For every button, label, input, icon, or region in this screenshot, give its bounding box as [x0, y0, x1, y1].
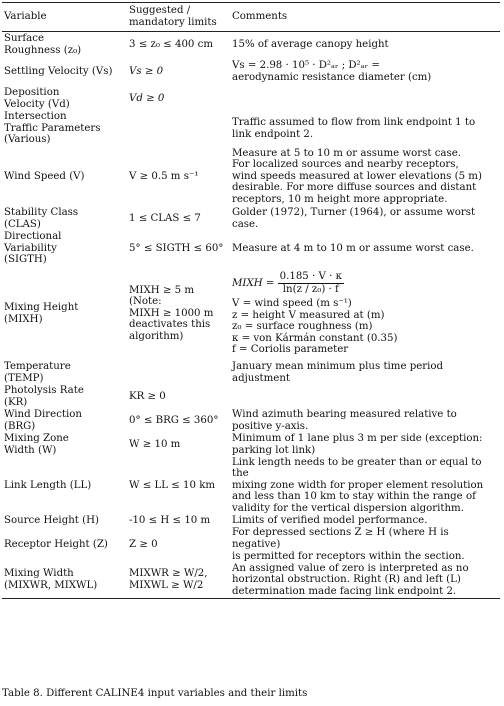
cell-variable: Mixing Height (MIXH) [4, 301, 79, 325]
cell-variable: Wind Direction (BRG) [4, 408, 82, 432]
table-header-row [2, 3, 500, 32]
cell-variable: Photolysis Rate (KR) [4, 384, 84, 408]
formula-lhs: MIXH = [232, 278, 275, 290]
table-caption: Table 8. Different CALINE4 input variables and their limits [2, 688, 308, 699]
table-row [2, 457, 500, 515]
cell-limits: KR ≥ 0 [129, 390, 166, 402]
cell-limits: W ≥ 10 m [129, 438, 181, 450]
cell-variable: Stability Class (CLAS) [4, 206, 79, 230]
cell-comments: Measure at 5 to 10 m or assume worst case. For localized sources and nearby receptors, wind speeds measured at lower elevations (5 m) desirable. For more diffuse sources and distant receptors, 10 m height more appropriate. [232, 147, 482, 205]
table-row [2, 409, 500, 433]
cell-limits: Vd ≥ 0 [129, 92, 165, 104]
cell-variable: Mixing Zone Width (W) [4, 432, 69, 456]
table-row [2, 433, 500, 457]
cell-variable: Temperature (TEMP) [4, 360, 71, 384]
cell-comments: Minimum of 1 lane plus 3 m per side (exception: parking lot link) [232, 432, 483, 456]
cell-comments: Link length needs to be greater than or equal to the mixing zone width for proper element resolution and less than 10 km to stay within the range of validity for the vertical dispersion algorithm. [232, 456, 484, 514]
cell-variable: Deposition Velocity (Vd) [4, 86, 70, 110]
header-limits: Suggested / mandatory limits [127, 3, 230, 32]
cell-comments: Limits of verified model performance. [232, 515, 428, 527]
cell-limits: MIXH ≥ 5 m (Note: MIXH ≥ 1000 m deactivates this algorithm) [129, 284, 214, 342]
header-comments: Comments [230, 3, 500, 32]
table-row [2, 58, 500, 87]
formula-denominator: ln(z / z₀) · f [282, 283, 339, 295]
cell-variable: Receptor Height (Z) [4, 539, 108, 551]
formula-fraction [278, 271, 344, 295]
cell-limits [127, 361, 230, 385]
cell-limits: 0° ≤ BRG ≤ 360° [129, 414, 219, 426]
cell-variable: Intersection Traffic Parameters (Various) [4, 111, 101, 146]
cell-comments: 15% of average canopy height [232, 38, 389, 50]
caline4-input-table [2, 2, 500, 599]
cell-comments: Golder (1972), Turner (1964), or assume worst case. [232, 206, 476, 230]
cell-comments: An assigned value of zero is interpreted as no horizontal obstruction. Right (R) and left (L) determination made facing link endpoint 2. [230, 562, 500, 598]
table-row [2, 207, 500, 231]
cell-comments: Vs = 2.98 · 10⁵ · D²ₐᵣ ; D²ₐᵣ = aerodynamic resistance diameter (cm) [232, 60, 432, 83]
table-row [2, 231, 500, 267]
formula-legend: V = wind speed (m s⁻¹) z = height V measured at (m) z₀ = surface roughness (m) κ = von Kármán constant (0.35) f = Coriolis parameter [232, 298, 398, 356]
table-row [2, 562, 500, 598]
cell-comments: Wind azimuth bearing measured relative to positive y-axis. [232, 408, 457, 432]
table-row [2, 527, 500, 562]
mixing-height-formula [232, 271, 498, 295]
cell-comments: Measure at 4 m to 10 m or assume worst case. [232, 242, 474, 254]
table-row [2, 267, 500, 361]
table-row [2, 514, 500, 527]
cell-comments [230, 385, 500, 409]
cell-limits: W ≤ LL ≤ 10 km [129, 479, 216, 491]
table-row [2, 147, 500, 207]
cell-comments: Traffic assumed to flow from link endpoint 1 to link endpoint 2. [232, 116, 476, 140]
cell-variable: Mixing Width (MIXWR, MIXWL) [2, 562, 127, 598]
cell-variable: Surface Roughness (z₀) [4, 33, 82, 56]
table-row [2, 361, 500, 385]
cell-comments: For depressed sections Z ≥ H (where H is negative) is permitted for receptors within the section. [232, 527, 465, 562]
header-variable: Variable [2, 3, 127, 32]
table-row [2, 111, 500, 147]
cell-limits: 3 ≤ z₀ ≤ 400 cm [129, 38, 214, 50]
cell-limits: 1 ≤ CLAS ≤ 7 [129, 212, 201, 224]
cell-comments [230, 267, 500, 361]
table-row [2, 385, 500, 409]
cell-limits: 5° ≤ SIGTH ≤ 60° [129, 242, 224, 254]
cell-comments: January mean minimum plus time period adjustment [232, 360, 444, 384]
cell-variable: Link Length (LL) [4, 479, 92, 491]
cell-variable: Source Height (H) [4, 515, 99, 527]
cell-limits: Z ≥ 0 [129, 539, 158, 551]
cell-limits: V ≥ 0.5 m s⁻¹ [129, 170, 199, 182]
cell-variable: Directional Variability (SIGTH) [4, 231, 62, 266]
table-row [2, 87, 500, 111]
cell-comments [230, 87, 500, 111]
cell-limits: -10 ≤ H ≤ 10 m [129, 515, 211, 527]
cell-limits: MIXWR ≥ W/2, MIXWL ≥ W/2 [127, 562, 230, 598]
cell-variable: Wind Speed (V) [4, 170, 85, 182]
cell-limits [127, 111, 230, 147]
formula-numerator: 0.185 · V · κ [279, 270, 342, 282]
cell-limits: Vs ≥ 0 [129, 66, 164, 78]
cell-variable: Settling Velocity (Vs) [4, 66, 113, 78]
table-row [2, 32, 500, 58]
